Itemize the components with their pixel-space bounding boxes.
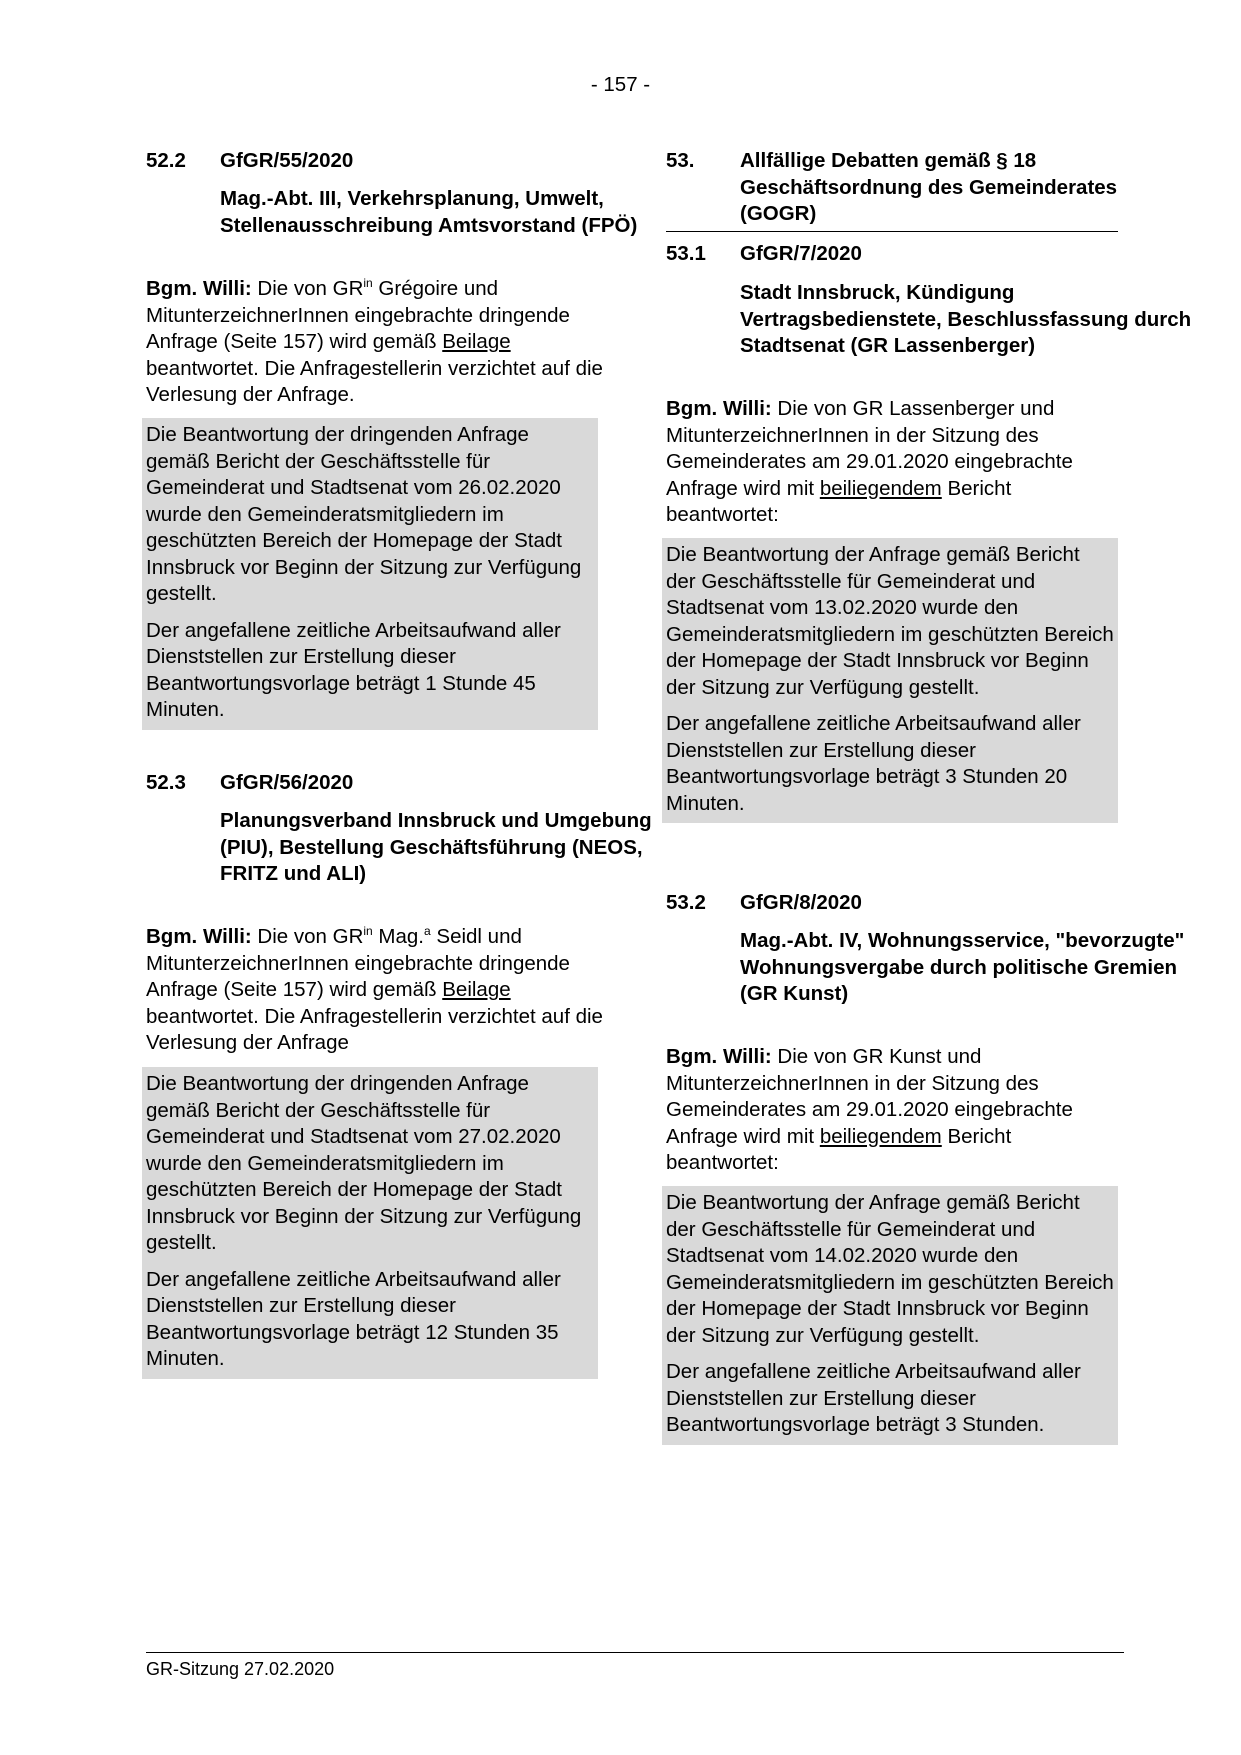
section-number: 53.1 <box>666 242 706 265</box>
answer-box <box>662 538 1118 823</box>
section-52-2-intro: Bgm. Willi: Die von $GR^{in}$ Grégoire und MitunterzeichnerInnen eingebrachte dringende Anfrage (Seite 157) wird gemäß Beilage beantwortet. Die Anfragestellerin verzichtet auf die Verlesung der Anfrage. <box>146 276 603 406</box>
effort-text: Der angefallene zeitliche Arbeitsaufwand aller Dienststellen zur Erstellung dieser Beantwortungsvorlage beträgt 12 Stunden 35 Minuten. <box>146 1267 561 1370</box>
answer-box <box>142 1067 598 1379</box>
answer-text: Die Beantwortung der Anfrage gemäß Bericht der Geschäftsstelle für Gemeinderat und Stadtsenat vom 13.02.2020 wurde den Gemeinderatsmitgliedern im geschützten Bereich der Homepage der Stadt Innsbruck vor Beginn der Sitzung zur Verfügung gestellt. <box>666 543 1114 699</box>
page-number: - 157 - <box>590 73 651 96</box>
answer-text: Die Beantwortung der dringenden Anfrage gemäß Bericht der Geschäftsstelle für Gemeinderat und Stadtsenat vom 27.02.2020 wurde den Gemeinderatsmitgliedern im geschützten Bereich der Homepage der Stadt Innsbruck vor Beginn der Sitzung zur Verfügung gestellt. <box>146 1072 582 1254</box>
section-52-2-heading <box>146 148 606 175</box>
answer-text: Die Beantwortung der Anfrage gemäß Bericht der Geschäftsstelle für Gemeinderat und Stadtsenat vom 14.02.2020 wurde den Gemeinderatsmitgliedern im geschützten Bereich der Homepage der Stadt Innsbruck vor Beginn der Sitzung zur Verfügung gestellt. <box>666 1191 1114 1347</box>
section-53-1-heading <box>666 241 1126 268</box>
footer: GR-Sitzung 27.02.2020 <box>146 1659 335 1679</box>
answer-box <box>142 418 598 730</box>
section-52-2-subject: Mag.-Abt. III, Verkehrsplanung, Umwelt, Stellenausschreibung Amtsvorstand (FPÖ) <box>220 187 638 237</box>
beilage-link[interactable]: Beilage <box>442 978 511 1001</box>
beiliegendem-link[interactable]: beiliegendem <box>819 1124 942 1148</box>
section-number: 53. <box>666 149 695 172</box>
section-53-heading <box>666 148 1118 232</box>
effort-text: Der angefallene zeitliche Arbeitsaufwand aller Dienststellen zur Erstellung dieser Beantwortungsvorlage beträgt 3 Stunden 20 Minuten. <box>666 712 1081 815</box>
section-53-2-intro: Bgm. Willi: Die von GR Kunst und MitunterzeichnerInnen in der Sitzung des Gemeinderates am 29.01.2020 eingebrachte Anfrage wird mit beiliegendem Bericht beantwortet: <box>666 1045 1073 1174</box>
section-53-2-heading <box>666 890 1126 917</box>
section-53-2-subject: Mag.-Abt. IV, Wohnungsservice, "bevorzugte" Wohnungsvergabe durch politische Gremien (GR Kunst) <box>740 929 1185 1005</box>
answer-text: Die Beantwortung der dringenden Anfrage gemäß Bericht der Geschäftsstelle für Gemeinderat und Stadtsenat vom 26.02.2020 wurde den Gemeinderatsmitgliedern im geschützten Bereich der Homepage der Stadt Innsbruck vor Beginn der Sitzung zur Verfügung gestellt. <box>146 423 582 605</box>
section-53-1-subject: Stadt Innsbruck, Kündigung Vertragsbedienstete, Beschlussfassung durch Stadtsenat (GR Lassenberger) <box>740 281 1192 357</box>
section-code: GfGR/56/2020 <box>220 771 354 794</box>
section-title: Allfällige Debatten gemäß § 18 Geschäftsordnung des Gemeinderates (GOGR) <box>740 149 1118 225</box>
speaker: Bgm. Willi: <box>666 1045 772 1068</box>
speaker: Bgm. Willi: <box>666 397 772 420</box>
section-number: 53.2 <box>666 891 706 914</box>
section-52-3-heading <box>146 770 606 797</box>
section-52-3-subject: Planungsverband Innsbruck und Umgebung (PIU), Bestellung Geschäftsführung (NEOS, FRITZ und ALI) <box>220 809 652 885</box>
section-number: 52.3 <box>146 771 186 794</box>
section-52-3-intro: Bgm. Willi: Die von $GR^{in}$ Mag.$^a$ Seidl und MitunterzeichnerInnen eingebrachte dringende Anfrage (Seite 157) wird gemäß Beilage beantwortet. Die Anfragestellerin verzichtet auf die Verlesung der Anfrage <box>146 924 603 1054</box>
beilage-link[interactable]: Beilage <box>442 330 511 353</box>
section-code: GfGR/55/2020 <box>220 149 354 172</box>
section-code: GfGR/8/2020 <box>740 891 862 914</box>
answer-box <box>662 1186 1118 1445</box>
section-number: 52.2 <box>146 149 186 172</box>
effort-text: Der angefallene zeitliche Arbeitsaufwand aller Dienststellen zur Erstellung dieser Beantwortungsvorlage beträgt 3 Stunden. <box>666 1360 1081 1436</box>
section-code: GfGR/7/2020 <box>740 242 862 265</box>
section-53-1-intro: Bgm. Willi: Die von GR Lassenberger und MitunterzeichnerInnen in der Sitzung des Gemeinderates am 29.01.2020 eingebrachte Anfrage wird mit beiliegendem Bericht beantwortet: <box>666 397 1073 526</box>
speaker: Bgm. Willi: <box>146 277 252 300</box>
speaker: Bgm. Willi: <box>146 925 252 948</box>
beiliegendem-link[interactable]: beiliegendem <box>819 476 942 500</box>
footer-divider <box>146 1652 1124 1653</box>
effort-text: Der angefallene zeitliche Arbeitsaufwand aller Dienststellen zur Erstellung dieser Beantwortungsvorlage beträgt 1 Stunde 45 Minuten. <box>146 618 561 721</box>
